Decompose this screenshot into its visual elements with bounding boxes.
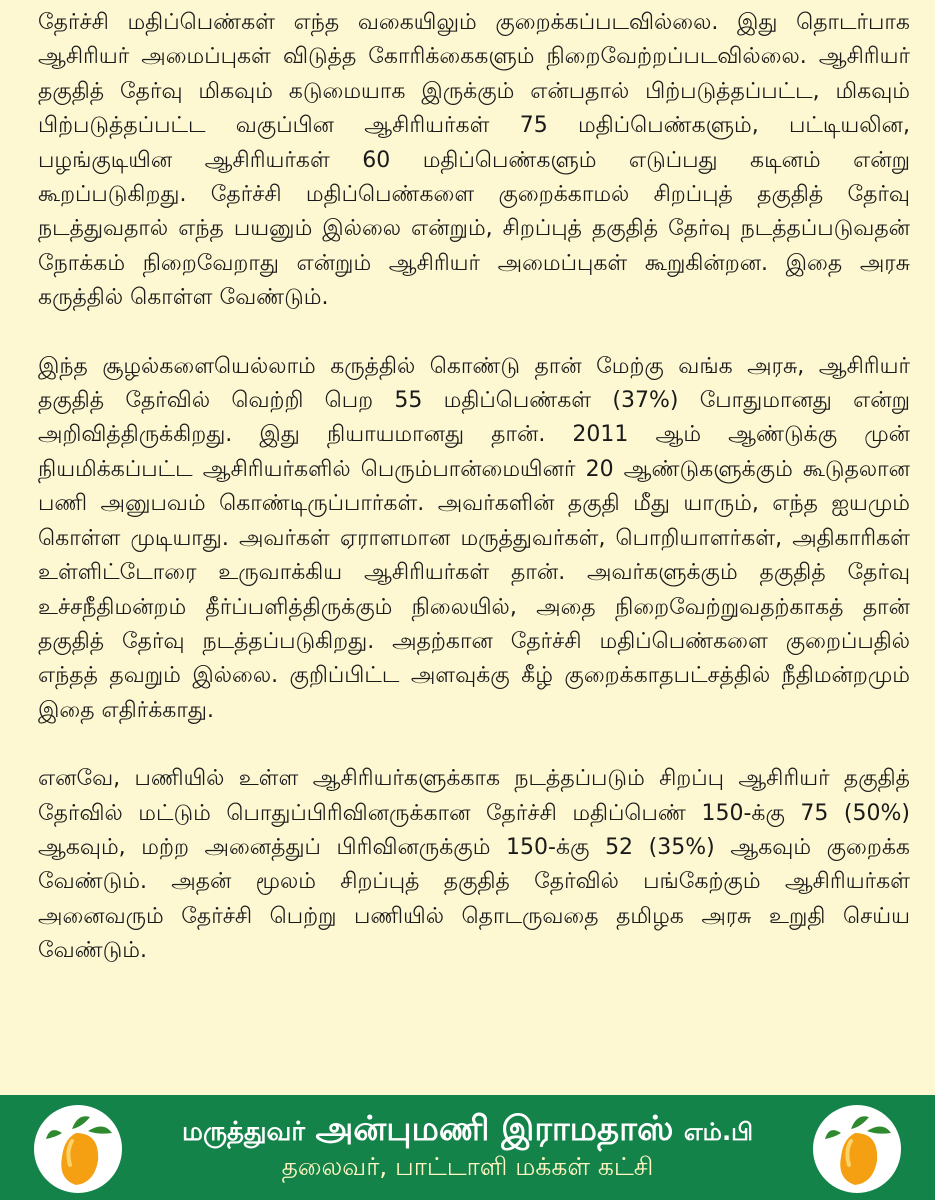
paragraph-3: எனவே, பணியில் உள்ள ஆசிரியர்களுக்காக நடத்தப்படும் சிறப்பு ஆசிரியர் தகுதித் தேர்வில் மட்டும் பொதுப்பிரிவினருக்கான தேர்ச்சி மதிப்பெண் 150-க்கு 75 (50%) ஆகவும், மற்ற அனைத்துப் பிரிவினருக்கும் 150-க்கு 52 (35%) ஆகவும் குறைக்க வேண்டும். அதன் மூலம் சிறப்புத் தகுதித் தேர்வில் பங்கேற்கும் ஆசிரியர்கள் அனைவரும் தேர்ச்சி பெற்று பணியில் தொடருவதை தமிழக அரசு உறுதி செய்ய வேண்டும்.	[38, 766, 910, 964]
name-prefix: மருத்துவர்	[182, 1117, 305, 1147]
paragraph-1: தேர்ச்சி மதிப்பெண்கள் எந்த வகையிலும் குறைக்கப்படவில்லை. இது தொடர்பாக ஆசிரியர் அமைப்புகள் விடுத்த கோரிக்கைகளும் நிறைவேற்றப்படவில்லை. ஆசிரியர் தகுதித் தேர்வு மிகவும் கடுமையாக இருக்கும் என்பதால் பிற்படுத்தப்பட்ட, மிகவும் பிற்படுத்தப்பட்ட வகுப்பின ஆசிரியர்கள் 75 மதிப்பெண்களும், பட்டியலின, பழங்குடியின ஆசிரியர்கள் 60 மதிப்பெண்களும் எடுப்பது கடினம் என்று கூறப்படுகிறது. தேர்ச்சி மதிப்பெண்களை குறைக்காமல் சிறப்புத் தகுதித் தேர்வு நடத்துவதால் எந்த பயனும் இல்லை என்றும், சிறப்புத் தகுதித் தேர்வு நடத்தப்படுவதன் நோக்கம் நிறைவேறாது என்றும் ஆசிரியர் அமைப்புகள் கூறுகின்றன. இதை அரசு கருத்தில் கொள்ள வேண்டும்.	[38, 10, 910, 311]
paragraph-2: இந்த சூழல்களையெல்லாம் கருத்தில் கொண்டு தான் மேற்கு வங்க அரசு, ஆசிரியர் தகுதித் தேர்வில் வெற்றி பெற 55 மதிப்பெண்கள் (37%) போதுமானது என்று அறிவித்திருக்கிறது. இது நியாயமானது தான். 2011 ஆம் ஆண்டுக்கு முன் நியமிக்கப்பட்ட ஆசிரியர்களில் பெரும்பான்மையினர் 20 ஆண்டுகளுக்கும் கூடுதலான பணி அனுபவம் கொண்டிருப்பார்கள். அவர்களின் தகுதி மீது யாரும், எந்த ஐயமும் கொள்ள முடியாது. அவர்கள் ஏராளமான மருத்துவர்கள், பொறியாளர்கள், அதிகாரிகள் உள்ளிட்டோரை உருவாக்கிய ஆசிரியர்கள் தான். அவர்களுக்கும் தகுதித் தேர்வு உச்சநீதிமன்றம் தீர்ப்பளித்திருக்கும் நிலையில், அதை நிறைவேற்றுவதற்காகத் தான் தகுதித் தேர்வு நடத்தப்படுகிறது. அதற்கான தேர்ச்சி மதிப்பெண்களை குறைப்பதில் எந்தத் தவறும் இல்லை. குறிப்பிட்ட அளவுக்கு கீழ் குறைக்காதபட்சத்தில் நீதிமன்றமும் இதை எதிர்க்காது.	[38, 353, 911, 723]
mango-logo-icon	[811, 1103, 903, 1195]
statement-body	[38, 6, 910, 1003]
name-main: அன்புமணி இராமதாஸ்	[315, 1109, 674, 1149]
signatory-role: தலைவர், பாட்டாளி மக்கள் கட்சி	[281, 1152, 654, 1181]
signatory-name	[140, 1109, 795, 1153]
signature-footer	[0, 1095, 935, 1200]
mango-logo-icon	[32, 1103, 124, 1195]
name-suffix: எம்.பி	[683, 1118, 753, 1146]
